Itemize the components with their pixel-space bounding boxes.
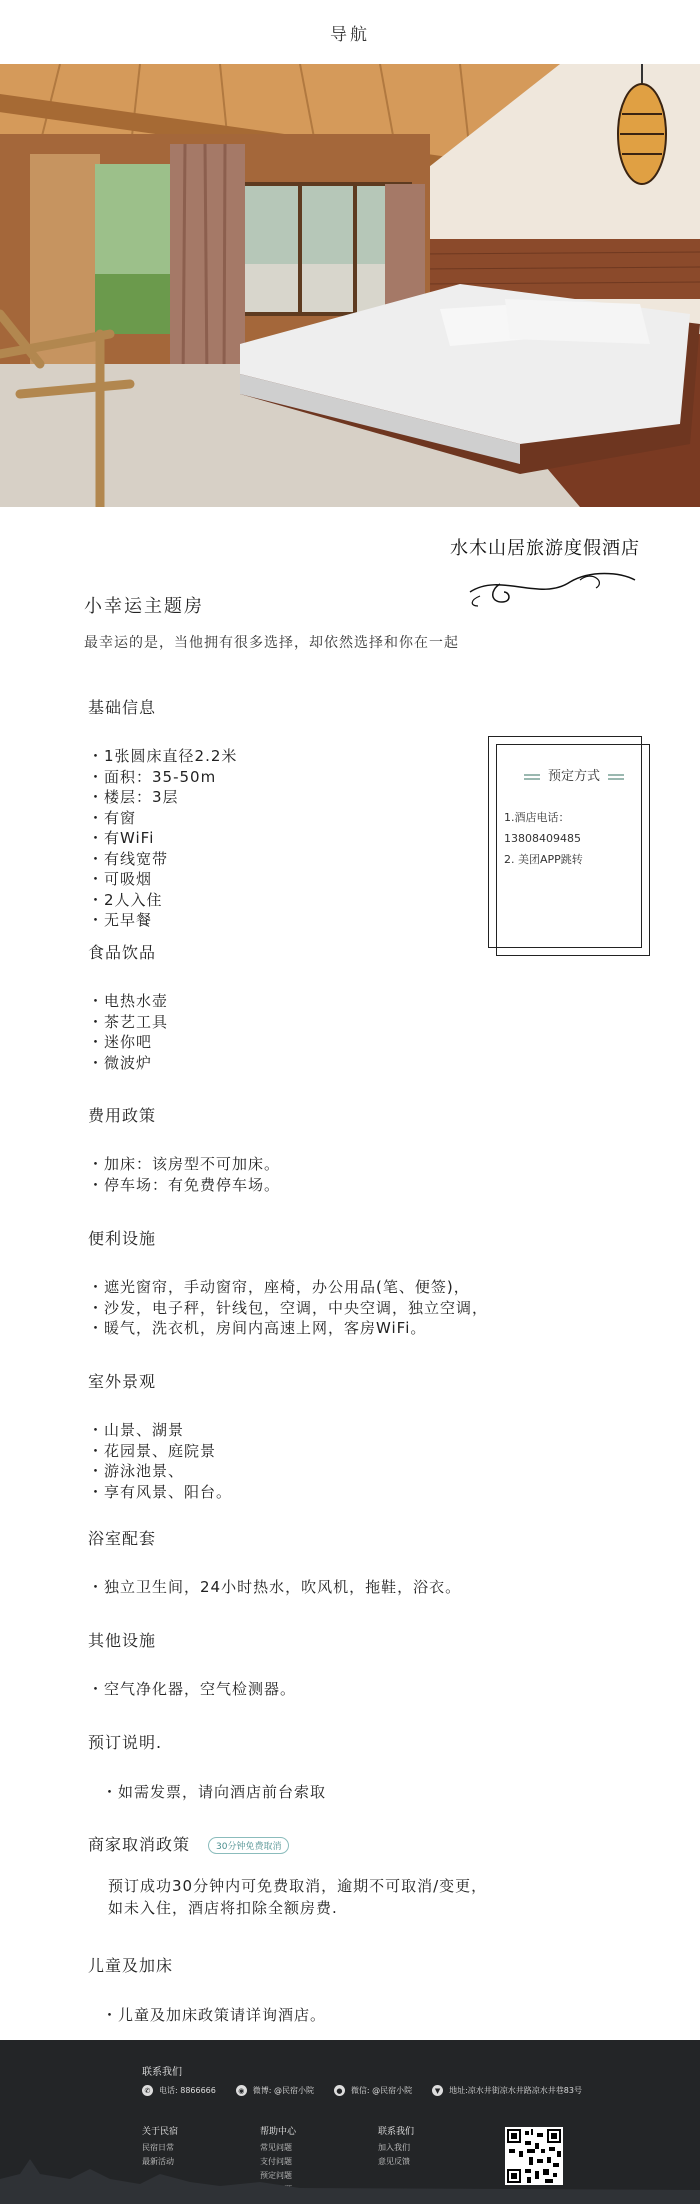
section-heading: 基础信息 xyxy=(88,698,157,717)
list-item: ・可吸烟 xyxy=(88,870,153,888)
hotel-brand xyxy=(450,534,640,608)
list-item: ・停车场：有免费停车场。 xyxy=(88,1175,281,1194)
footer-link[interactable]: 加入我们 xyxy=(378,2143,410,2152)
basic-info-section xyxy=(88,695,237,931)
section-heading: 其他设施 xyxy=(88,1631,157,1650)
other-facilities-section xyxy=(88,1628,296,1700)
wechat-icon: ● xyxy=(334,2085,345,2096)
booking-phone-number[interactable]: 13808409485 xyxy=(504,832,581,845)
policy-line: 预订成功30分钟内可免费取消，逾期不可取消/变更， xyxy=(108,1877,488,1895)
footer-address-text: 地址:凉水井街凉水井路凉水井巷83号 xyxy=(449,2086,582,2095)
list-item: ・有线宽带 xyxy=(88,849,169,868)
list-item: ・迷你吧 xyxy=(88,1033,153,1051)
list-item: ・面积：35-50m xyxy=(88,767,217,786)
list-item: ・如需发票，请向酒店前台索取 xyxy=(102,1783,327,1801)
footer xyxy=(0,2040,700,2204)
fee-policy-section xyxy=(88,1103,280,1195)
footer-wechat-text: 微信: @民宿小院 xyxy=(350,2086,413,2095)
list-item: ・游泳池景、 xyxy=(88,1462,185,1480)
booking-app-link[interactable]: 2. 美团APP跳转 xyxy=(504,853,583,866)
section-heading: 预订说明. xyxy=(88,1733,163,1752)
room-photo xyxy=(0,64,700,507)
list-item: ・1张圆床直径2.2米 xyxy=(88,747,238,765)
list-item: ・独立卫生间，24小时热水，吹风机，拖鞋，浴衣。 xyxy=(88,1578,462,1596)
footer-link[interactable]: 常见问题 xyxy=(260,2143,292,2152)
section-heading: 浴室配套 xyxy=(88,1529,157,1548)
reservation-notes-section xyxy=(88,1730,326,1803)
footer-column-title: 联系我们 xyxy=(378,2127,415,2137)
outdoor-view-section xyxy=(88,1369,232,1502)
top-nav-title[interactable]: 导航 xyxy=(330,24,370,45)
footer-link[interactable]: 预定问题 xyxy=(260,2171,292,2180)
list-item: ・沙发，电子秤，针线包，空调，中央空调，独立空调， xyxy=(88,1298,489,1317)
list-item: ・有WiFi xyxy=(88,829,155,847)
booking-phone-label: 1.酒店电话： xyxy=(504,811,570,824)
list-item: ・微波炉 xyxy=(88,1053,153,1072)
skyline-silhouette xyxy=(0,2144,700,2204)
list-item: ・花园景、庭院景 xyxy=(88,1441,217,1460)
section-heading: 食品饮品 xyxy=(88,943,157,962)
footer-contact-title: 联系我们 xyxy=(142,2067,182,2078)
ornament-icon xyxy=(460,562,640,608)
list-item: ・楼层：3层 xyxy=(88,788,179,806)
list-item: ・空气净化器，空气检测器。 xyxy=(88,1680,297,1698)
list-item: ・遮光窗帘，手动窗帘，座椅，办公用品(笔、便签)， xyxy=(88,1278,470,1296)
list-item: ・享有风景、阳台。 xyxy=(88,1482,233,1501)
cancel-policy-section xyxy=(88,1832,487,1919)
footer-link[interactable]: 民宿日常 xyxy=(142,2143,174,2152)
phone-icon: ✆ xyxy=(142,2085,153,2096)
food-section xyxy=(88,940,168,1073)
convenience-section xyxy=(88,1226,488,1339)
section-heading: 便利设施 xyxy=(88,1229,157,1248)
location-icon: ▼ xyxy=(432,2085,443,2096)
list-item: ・有窗 xyxy=(88,808,137,827)
list-item: ・2人入住 xyxy=(88,890,163,909)
list-item: ・山景、湖景 xyxy=(88,1421,185,1439)
footer-phone[interactable] xyxy=(142,2085,216,2096)
list-item: ・加床：该房型不可加床。 xyxy=(88,1155,281,1173)
bathroom-section xyxy=(88,1526,461,1598)
footer-column-title: 关于民宿 xyxy=(142,2127,179,2137)
footer-address xyxy=(432,2085,582,2096)
list-item: ・电热水壶 xyxy=(88,992,169,1010)
decor-lines-icon xyxy=(608,772,624,782)
list-item: ・茶艺工具 xyxy=(88,1012,169,1031)
footer-wechat[interactable] xyxy=(334,2085,412,2096)
list-item: ・无早餐 xyxy=(88,911,153,929)
decor-lines-icon xyxy=(524,772,540,782)
policy-line: 如未入住，酒店将扣除全额房费. xyxy=(108,1899,338,1917)
children-bed-section xyxy=(88,1953,326,2026)
section-heading: 费用政策 xyxy=(88,1106,157,1125)
weibo-icon: ◉ xyxy=(236,2085,247,2096)
list-item: ・儿童及加床政策请详询酒店。 xyxy=(102,2006,327,2024)
footer-column-title: 帮助中心 xyxy=(260,2127,297,2137)
room-slogan: 最幸运的是，当他拥有很多选择，却依然选择和你在一起 xyxy=(84,635,459,651)
section-heading: 儿童及加床 xyxy=(88,1956,174,1975)
footer-phone-text: 电话: 8866666 xyxy=(159,2086,216,2095)
booking-card[interactable] xyxy=(488,736,648,954)
booking-title: 预定方式 xyxy=(547,769,600,784)
footer-link[interactable]: 最新活动 xyxy=(142,2157,174,2166)
hotel-name: 水木山居旅游度假酒店 xyxy=(450,538,640,559)
footer-weibo-text: 微博: @民宿小院 xyxy=(252,2086,315,2095)
footer-weibo[interactable] xyxy=(236,2085,314,2096)
free-cancel-badge: 30分钟免费取消 xyxy=(208,1837,289,1854)
footer-link[interactable]: 支付问题 xyxy=(260,2157,292,2166)
section-heading: 商家取消政策 xyxy=(88,1835,191,1854)
room-title: 小幸运主题房 xyxy=(84,596,204,617)
list-item: ・暖气，洗衣机，房间内高速上网，客房WiFi。 xyxy=(88,1319,427,1337)
footer-link[interactable]: 意见反馈 xyxy=(378,2157,410,2166)
section-heading: 室外景观 xyxy=(88,1372,157,1391)
